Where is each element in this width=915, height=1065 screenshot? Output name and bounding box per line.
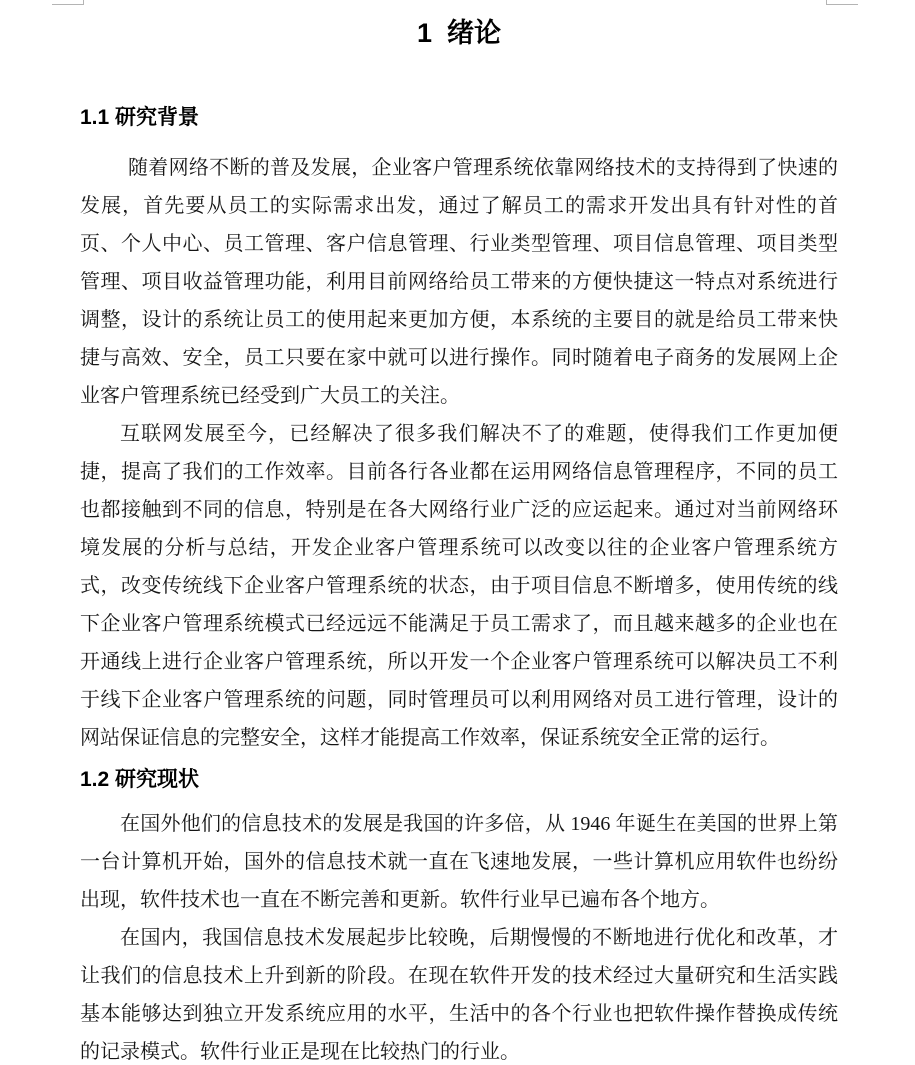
chapter-title: 1 绪论 [416,18,502,48]
paragraph-status-2: 在国内，我国信息技术发展起步比较晚，后期慢慢的不断地进行优化和改革，才让我们的信息技术上升到新的阶段。在现在软件开发的技术经过大量研究和生活实践基本能够达到独立开发系统应用的水平，生活中的各个行业也把软件操作替换成传统的记录模式。软件行业正是现在比较热门的行业。 [80,927,838,1063]
paragraph-background-1: 随着网络不断的普及发展，企业客户管理系统依靠网络技术的支持得到了快速的发展，首先要从员工的实际需求出发，通过了解员工的需求开发出具有针对性的首页、个人中心、员工管理、客户信息管理、行业类型管理、项目信息管理、项目类型管理、项目收益管理功能，利用目前网络给员工带来的方便快捷这一特点对系统进行调整，设计的系统让员工的使用起来更加方便，本系统的主要目的就是给员工带来快捷与高效、安全，员工只要在家中就可以进行操作。同时随着电子商务的发展网上企业客户管理系统已经受到广大员工的关注。 [80,157,838,407]
section-heading-research-background: 1.1 研究背景 [80,106,200,129]
text-block [80,0,838,1065]
section-heading-research-status: 1.2 研究现状 [80,768,200,791]
paragraph-status-1: 在国外他们的信息技术的发展是我国的许多倍，从 1946 年诞生在美国的世界上第一台计算机开始，国外的信息技术就一直在飞速地发展，一些计算机应用软件也纷纷出现，软件技术也一直在不断完善和更新。软件行业早已遍布各个地方。 [80,813,838,911]
paragraph-background-2: 互联网发展至今，已经解决了很多我们解决不了的难题，使得我们工作更加便捷，提高了我们的工作效率。目前各行各业都在运用网络信息管理程序，不同的员工也都接触到不同的信息，特别是在各大网络行业广泛的应运起来。通过对当前网络环境发展的分析与总结，开发企业客户管理系统可以改变以往的企业客户管理系统方式，改变传统线下企业客户管理系统的状态，由于项目信息不断增多，使用传统的线下企业客户管理系统模式已经远远不能满足于员工需求了，而且越来越多的企业也在开通线上进行企业客户管理系统，所以开发一个企业客户管理系统可以解决员工不利于线下企业客户管理系统的问题，同时管理员可以利用网络对员工进行管理，设计的网站保证信息的完整安全，这样才能提高工作效率，保证系统安全正常的运行。 [80,423,838,749]
